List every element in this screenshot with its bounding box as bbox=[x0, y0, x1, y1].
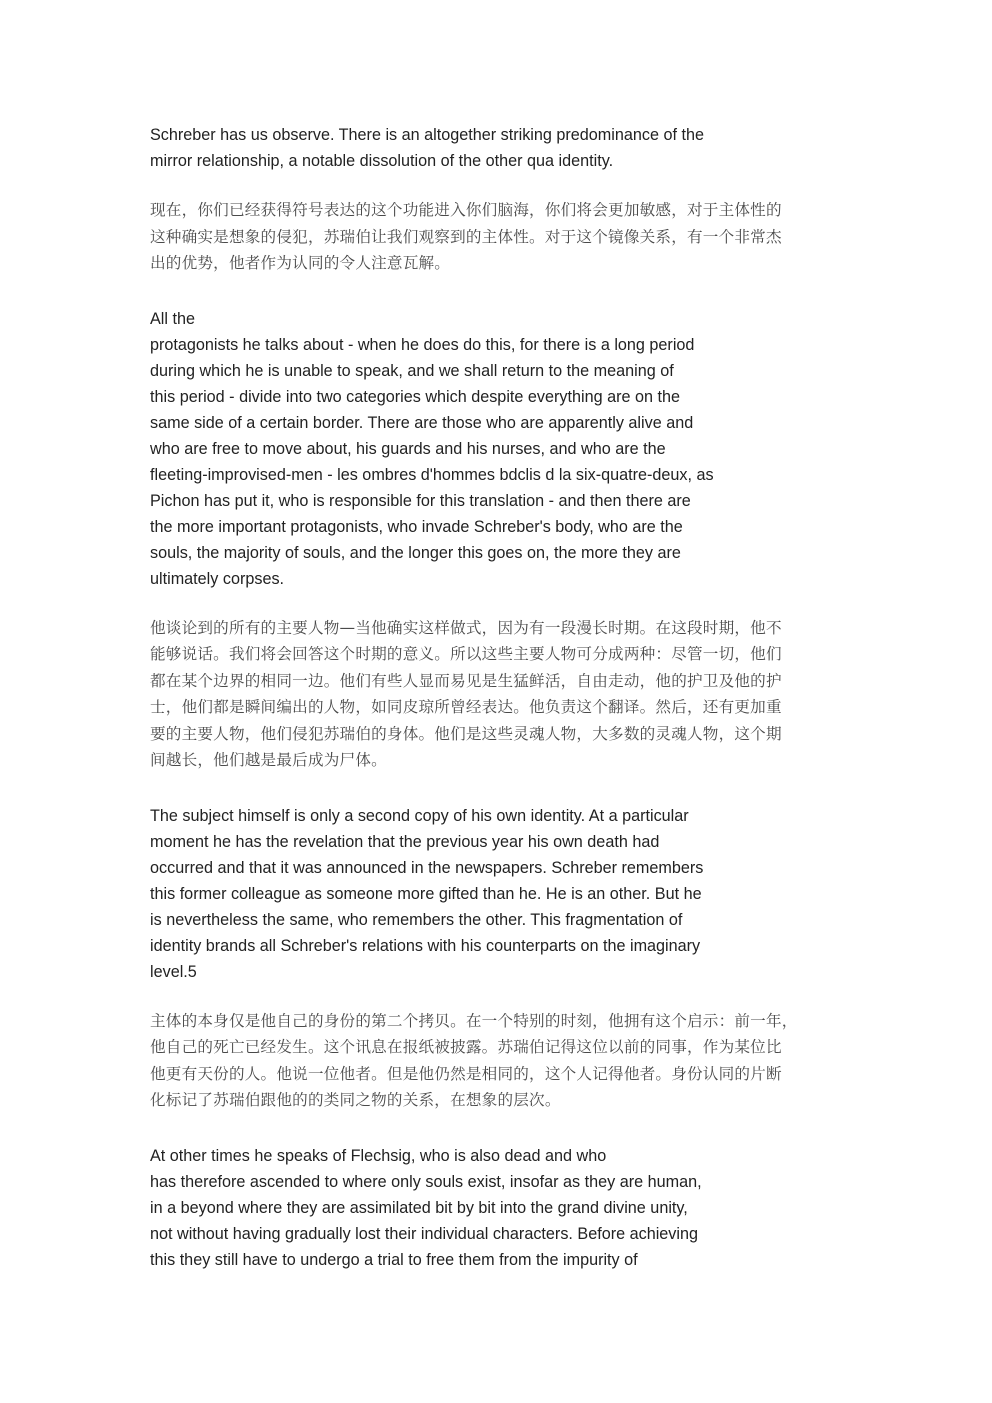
text-line: At other times he speaks of Flechsig, who is also dead and who bbox=[150, 1146, 607, 1165]
text-line: 士，他们都是瞬间编出的人物，如同皮琼所曾经表达。他负责这个翻译。然后，还有更加重 bbox=[150, 698, 782, 716]
text-line: 他谈论到的所有的主要人物—当他确实这样做式，因为有一段漫长时期。在这段时期，他不 bbox=[150, 618, 782, 637]
text-line: this period - divide into two categories which despite everything are on the bbox=[150, 387, 680, 406]
text-line: identity brands all Schreber's relations with his counterparts on the imaginary bbox=[150, 936, 701, 955]
paragraph-zh-1 bbox=[150, 197, 850, 277]
text-line: 他自己的死亡已经发生。这个讯息在报纸被披露。苏瑞伯记得这位以前的同事，作为某位比 bbox=[150, 1038, 782, 1056]
text-line: 出的优势，他者作为认同的令人注意瓦解。 bbox=[150, 254, 451, 272]
text-line: fleeting-improvised-men - les ombres d'hommes bdclis d la six-quatre-deux, as bbox=[150, 465, 714, 484]
text-line: in a beyond where they are assimilated bit by bit into the grand divine unity, bbox=[150, 1198, 688, 1217]
text-line: is nevertheless the same, who remembers the other. This fragmentation of bbox=[150, 910, 683, 929]
text-line: this they still have to undergo a trial to free them from the impurity of bbox=[150, 1250, 638, 1269]
text-line: 这种确实是想象的侵犯，苏瑞伯让我们观察到的主体性。对于这个镜像关系，有一个非常杰 bbox=[150, 227, 782, 246]
text-line: Pichon has put it, who is responsible for this translation - and then there are bbox=[150, 491, 691, 510]
text-line: The subject himself is only a second copy of his own identity. At a particular bbox=[150, 806, 689, 825]
text-line: same side of a certain border. There are those who are apparently alive and bbox=[150, 413, 694, 432]
text-line: souls, the majority of souls, and the longer this goes on, the more they are bbox=[150, 543, 681, 562]
text-line: 化标记了苏瑞伯跟他的的类同之物的关系，在想象的层次。 bbox=[150, 1091, 561, 1109]
text-line: 间越长，他们越是最后成为尸体。 bbox=[150, 751, 387, 769]
text-line: Schreber has us observe. There is an altogether striking predominance of the bbox=[150, 126, 704, 144]
paragraph-zh-2 bbox=[150, 615, 850, 774]
text-line: 他更有天份的人。他说一位他者。但是他仍然是相同的，这个人记得他者。身份认同的片断 bbox=[150, 1064, 782, 1083]
paragraph-en-3 bbox=[150, 803, 850, 985]
text-line: level.5 bbox=[150, 962, 197, 981]
text-line: 现在，你们已经获得符号表达的这个功能进入你们脑海，你们将会更加敏感，对于主体性的 bbox=[150, 201, 782, 219]
text-line: 能够说话。我们将会回答这个时期的意义。所以这些主要人物可分成两种：尽管一切，他们 bbox=[150, 645, 782, 663]
text-line: the more important protagonists, who invade Schreber's body, who are the bbox=[150, 517, 683, 536]
text-line: ultimately corpses. bbox=[150, 569, 285, 588]
text-line: All the bbox=[150, 309, 195, 328]
text-line: protagonists he talks about - when he does do this, for there is a long period bbox=[150, 335, 695, 354]
paragraph-en-2 bbox=[150, 306, 850, 592]
paragraph-en-4 bbox=[150, 1143, 850, 1273]
text-line: 要的主要人物，他们侵犯苏瑞伯的身体。他们是这些灵魂人物，大多数的灵魂人物，这个期 bbox=[150, 724, 782, 743]
document-page bbox=[150, 122, 850, 1273]
text-line: during which he is unable to speak, and we shall return to the meaning of bbox=[150, 361, 674, 380]
text-line: who are free to move about, his guards and his nurses, and who are the bbox=[150, 439, 666, 458]
text-line: moment he has the revelation that the previous year his own death had bbox=[150, 832, 660, 851]
text-line: mirror relationship, a notable dissolution of the other qua identity. bbox=[150, 152, 614, 170]
paragraph-en-1 bbox=[150, 122, 850, 174]
text-line: occurred and that it was announced in the newspapers. Schreber remembers bbox=[150, 858, 704, 877]
paragraph-zh-3 bbox=[150, 1008, 850, 1114]
text-line: 主体的本身仅是他自己的身份的第二个拷贝。在一个特别的时刻，他拥有这个启示：前一年， bbox=[150, 1011, 798, 1030]
text-line: not without having gradually lost their individual characters. Before achieving bbox=[150, 1224, 698, 1243]
text-line: has therefore ascended to where only souls exist, insofar as they are human, bbox=[150, 1172, 702, 1191]
text-line: 都在某个边界的相同一边。他们有些人显而易见是生猛鲜活，自由走动，他的护卫及他的护 bbox=[150, 671, 782, 690]
text-line: this former colleague as someone more gifted than he. He is an other. But he bbox=[150, 884, 702, 903]
